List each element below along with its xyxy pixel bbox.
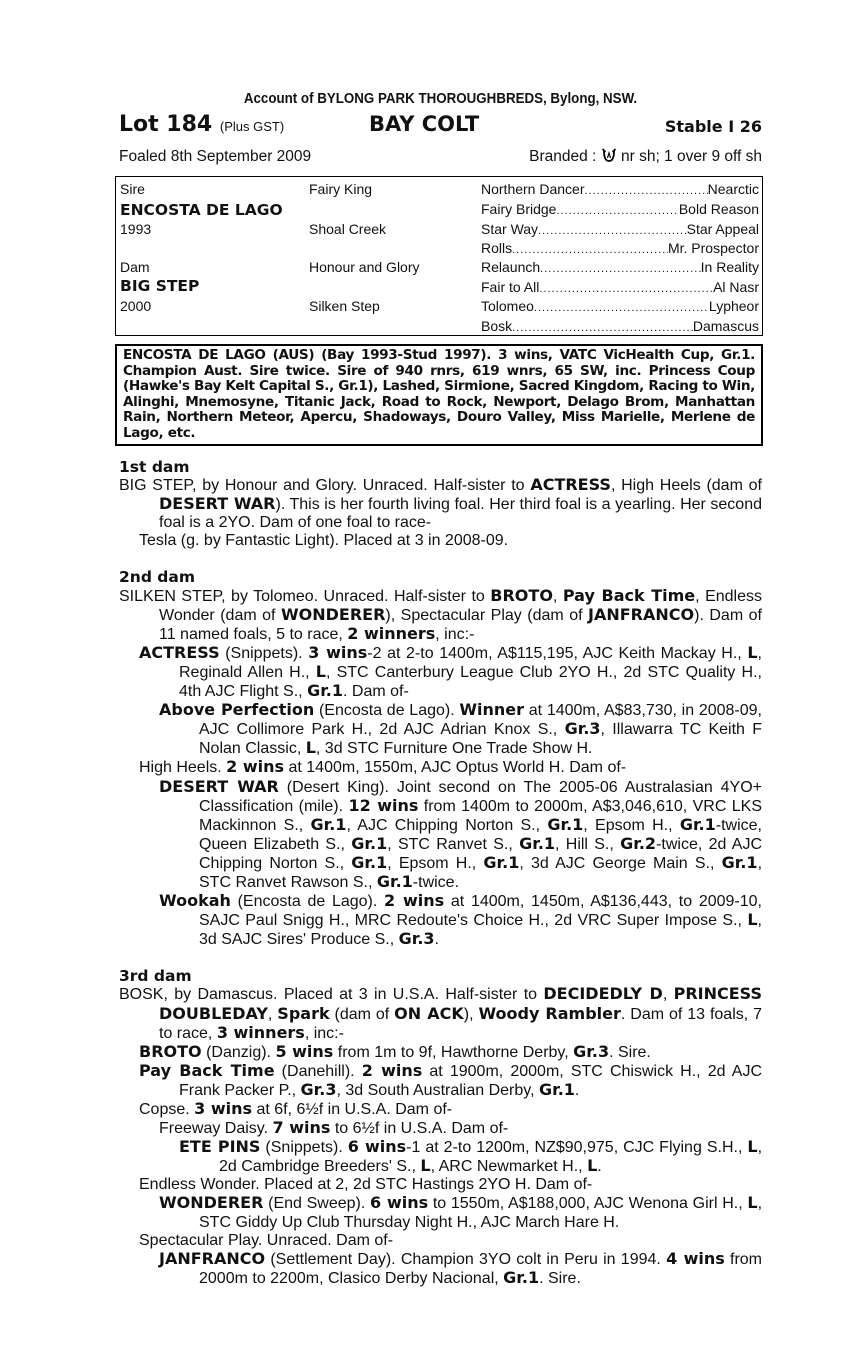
text-run: , [552,587,563,605]
lot-header [119,112,762,140]
text-run: at 1400m, 1550m, AJC Optus World H. Dam of- [284,759,627,777]
text-run: , Endless Wonder (dam of [159,587,763,624]
pedigree-table [115,176,763,336]
text-run: , Hill S., [555,835,621,853]
text-run: (Encosta de Lago). [314,702,460,720]
bold-run: Spark [277,1003,330,1023]
text-run: Copse. [139,1101,195,1118]
text-run: at 1900m, 2000m, STC Chiswick H., 2d AJC Frank Packer P., [179,1062,762,1099]
text-run: at 1400m, 1450m, A$136,443, to 2009-10, SAJC Paul Snigg H., MRC Redoute's Choice H., 2d VRC Super Impose S., [199,893,762,930]
text-run: Tesla (g. by Fantastic Light). Placed at 3 in 2008-09. [139,532,509,550]
text-run: SILKEN STEP, by Tolomeo. Unraced. Half-sister to [119,587,491,605]
bold-run: L [747,910,758,930]
bold-run: L [747,642,758,662]
bold-run: ACTRESS [530,475,611,495]
family-entry [119,476,762,532]
bold-run: Above Perfection [159,700,315,720]
ancestor-row [481,181,759,197]
lot-number [119,112,284,137]
family-entry [119,985,762,1042]
bold-run: L [747,1137,758,1157]
text-run: , STC Canterbury League Club 2YO H., 2d STC Quality H., 4th AJC Flight S., [179,663,763,701]
leader-dots [512,318,693,334]
text-run: Spectacular Play. Unraced. Dam of- [139,1231,394,1249]
dam-sire: Honour and Glory [309,259,420,275]
text-run: High Heels. [139,759,227,777]
stable-number: Stable I 26 [664,117,762,136]
gst-note: (Plus GST) [219,119,285,134]
family-entry [119,778,762,893]
text-run: -twice, 2d AJC Chipping Norton S., [199,835,762,872]
text-run: , 3d South Australian Derby, [336,1081,539,1099]
bold-run: ACTRESS [139,642,220,662]
text-run: , High Heels (dam of [610,477,762,495]
text-run: (Snippets). [219,644,309,662]
family-entry [119,892,762,949]
leader-dots [585,181,708,197]
text-run: , STC Giddy Up Club Thursday Night H., AJC March Hare H. [199,1195,763,1231]
bold-run: DESERT WAR [159,776,279,796]
text-run: -twice, Queen Elizabeth S., [199,816,762,853]
text-run: , 3d STC Furniture One Trade Show H. [315,740,593,758]
text-run: , STC Ranvet S., [387,835,520,853]
sire-name: ENCOSTA DE LAGO [120,201,283,219]
text-run: from 1m to 9f, Hawthorne Derby, [333,1043,574,1061]
text-run: at 1400m, A$83,730, in 2008-09, AJC Collimore Park H., 2d AJC Adrian Knox S., [199,702,762,739]
bold-run: 4 wins [666,1248,725,1268]
ancestor-sire: Damascus [692,318,759,334]
brand-info [529,146,762,166]
bold-run: BROTO [490,585,553,605]
ancestor-row [481,240,759,256]
bold-run: Gr.1 [679,814,716,834]
ancestor-row [481,318,759,334]
lot-label: Lot 184 [119,112,213,137]
bold-run: 2 wins [361,1060,423,1080]
bold-run: 7 wins [272,1118,331,1138]
bold-run: Pay Back Time [562,585,696,605]
text-run: , Reginald Allen H., [179,644,762,681]
bold-run: JANFRANCO [588,604,695,624]
family-entry [119,1232,762,1250]
text-run: to 6½f in U.S.A. Dam of- [330,1120,509,1138]
text-run: (Encosta de Lago). [230,893,385,911]
section-gap [119,550,762,568]
bold-run: L [420,1156,431,1176]
dam-name: BIG STEP [120,277,200,295]
brand-mark-icon [601,146,617,162]
sire-label: Sire [120,181,145,197]
text-run: . [597,1158,602,1176]
bold-run: Gr.1 [307,681,344,701]
ancestor-row [481,201,759,217]
family-entry [119,1119,762,1138]
text-run: , 3d SAJC Sires' Produce S., [199,912,762,949]
ancestor-horse: Tolomeo [481,298,534,314]
sire-stud-notes: ENCOSTA DE LAGO (AUS) (Bay 1993-Stud 1997). 3 wins, VATC VicHealth Cup, Gr.1. Champion Aust. Sire twice. Sire of 940 rnrs, 619 wnrs, 65 SW, inc. Princess Coup (Hawke's Bay Kelt Capital S., Gr.1), Lashed, Sirmione, Sacred Kingdom, Racing to Win, Alinghi, Mnemosyne, Titanic Jack, Road to Rock, Newport, Delago Brom, Manhattan Rain, Northern Meteor, Apercu, Shadoways, Douro Valley, Miss Marielle, Merlene de Lago, etc. [115,344,763,446]
text-run: ), Spectacular Play (dam of [385,606,589,624]
family-entry [119,1250,762,1288]
ancestor-row [481,279,759,295]
bold-run: Gr.1 [721,852,758,872]
ancestor-row [481,221,759,237]
bold-run: Gr.3 [398,929,435,949]
bold-run: L [305,738,316,758]
family-entry [119,1043,762,1062]
bold-run: ETE PINS [179,1137,261,1157]
text-run: . Dam of 13 foals, 7 to race, [159,1005,763,1042]
family-entry [119,587,762,644]
leader-dots [534,298,709,314]
bold-run: Gr.1 [351,852,388,872]
family-entry [119,1138,762,1176]
ancestor-horse: Star Way [481,221,539,237]
text-run: BOSK, by Damascus. Placed at 3 in U.S.A. Half-sister to [119,986,544,1004]
text-run: to 1550m, A$188,000, AJC Wenona Girl H., [428,1195,748,1213]
bold-run: Gr.2 [620,833,657,853]
text-run: , Illawarra TC Keith F Nolan Classic, [199,721,763,758]
bold-run: DESERT WAR [159,494,276,514]
text-run: (Danehill). [274,1062,362,1080]
ancestor-horse: Northern Dancer [481,181,585,197]
bold-run: PRINCESS DOUBLEDAY [159,984,762,1023]
text-run: -twice. [412,873,460,891]
text-run: from 2000m to 2200m, Clasico Derby Nacional, [199,1250,763,1287]
text-run: (Settlement Day). Champion 3YO colt in Peru in 1994. [265,1250,667,1268]
sire-dam: Shoal Creek [309,221,387,237]
bold-run: Gr.1 [376,871,413,891]
family-entry [119,644,762,701]
text-run: , 2d Cambridge Breeders' S., [219,1139,763,1176]
ancestor-sire: Nearctic [707,181,759,197]
bold-run: 3 winners [216,1022,305,1042]
text-run: -1 at 2-to 1200m, NZ$90,975, CJC Flying S.H., [406,1139,748,1157]
ancestor-horse: Fairy Bridge [481,201,557,217]
bold-run: Gr.3 [573,1041,610,1061]
dam-year: 2000 [120,298,152,314]
bold-run: Winner [459,700,525,720]
bold-run: L [587,1156,598,1176]
ancestor-sire: Al Nasr [713,279,759,295]
ancestor-sire: Star Appeal [686,221,759,237]
section-gap [119,949,762,967]
text-run: ). This is her fourth living foal. Her third foal is a yearling. Her second foal is a 2YO. Dam of one foal to race- [159,496,763,532]
leader-dots [538,221,687,237]
bold-run: 3 wins [308,642,368,662]
text-run: Freeway Daisy. [159,1120,273,1138]
bold-run: 2 wins [384,891,445,911]
text-run: (End Sweep). [263,1195,370,1213]
text-run: , [267,1005,278,1023]
ancestor-horse: Bosk [481,318,513,334]
dam-heading: 1st dam [119,458,190,476]
text-run: at 6f, 6½f in U.S.A. Dam of- [252,1101,453,1118]
text-run: ), [463,1005,479,1023]
bold-run: Gr.3 [564,719,601,739]
bold-run: 6 wins [347,1137,407,1157]
dam-heading: 3rd dam [119,967,192,986]
text-run: , Epsom H., [583,816,680,834]
bold-run: WONDERER [159,1193,264,1213]
branded-label: Branded : [529,148,597,165]
family-entry [119,758,762,777]
dam-label: Dam [120,259,150,275]
bold-run: 5 wins [275,1041,334,1061]
bold-run: BROTO [139,1041,202,1061]
bold-run: L [747,1193,758,1213]
family-entry [119,701,762,758]
ancestor-horse: Rolls [481,240,513,256]
leader-dots [539,279,713,295]
text-run: , [662,986,674,1004]
text-run: , Epsom H., [387,854,484,872]
ancestor-sire: In Reality [700,259,759,275]
text-run: , 3d AJC George Main S., [519,854,722,872]
text-run: . Dam of- [343,683,409,701]
text-run: . Sire. [609,1043,651,1061]
dam-dam: Silken Step [309,298,380,314]
bold-run: Gr.1 [483,852,520,872]
text-run: . Sire. [539,1269,581,1287]
bold-run: 6 wins [370,1193,429,1213]
family-entry [119,1062,762,1100]
text-run: . [574,1081,580,1099]
bold-run: DECIDEDLY D [543,984,663,1004]
bold-run: 12 wins [348,795,419,815]
bold-run: 2 wins [226,757,285,777]
text-run: , AJC Chipping Norton S., [346,816,548,834]
bold-run: Wookah [159,891,231,911]
leader-dots [512,240,668,256]
bold-run: ON ACK [394,1003,464,1023]
ancestor-row [481,298,759,314]
bold-run: Pay Back Time [139,1060,275,1080]
leader-dots [540,259,700,275]
text-run: from 1400m to 2000m, A$3,046,610, VRC LKS Mackinnon S., [199,797,762,834]
bold-run: Gr.3 [300,1079,337,1099]
text-run: -2 at 2-to 1400m, A$115,195, AJC Keith Mackay H., [367,644,748,662]
ancestor-sire: Lypheor [708,298,759,314]
text-run: Endless Wonder. Placed at 2, 2d STC Hastings 2YO H. Dam of- [139,1176,593,1194]
text-run: , ARC Newmarket H., [430,1158,588,1176]
branded-detail: nr sh; 1 over 9 off sh [620,148,762,165]
dam-heading: 2nd dam [119,568,196,587]
ancestor-horse: Relaunch [481,259,541,275]
leader-dots [556,201,678,217]
ancestor-sire: Bold Reason [678,201,759,217]
ancestor-row [481,259,759,275]
vendor-account: Account of BYLONG PARK THOROUGHBREDS, Bylong, NSW. [243,91,638,107]
ancestor-horse: Fair to All [481,279,540,295]
bold-run: 3 wins [194,1099,253,1118]
family-record [119,458,762,1288]
bold-run: 2 winners [347,623,436,643]
bold-run: Gr.1 [547,814,584,834]
text-run: BIG STEP, by Honour and Glory. Unraced. Half-sister to [119,477,531,495]
text-run: , inc:- [435,625,475,643]
bold-run: Gr.1 [519,833,556,853]
family-entry [119,1176,762,1194]
bold-run: Woody Rambler [478,1003,621,1023]
bold-run: L [315,661,326,681]
family-entry [119,1100,762,1119]
family-entry [119,532,762,550]
text-run: ). Dam of 11 named foals, 5 to race, [159,606,762,643]
bold-run: JANFRANCO [159,1248,266,1268]
sire-sire: Fairy King [309,181,373,197]
ancestor-sire: Mr. Prospector [667,240,759,256]
bold-run: Gr.1 [310,814,347,834]
text-run: , STC Ranvet Rawson S., [199,854,763,891]
text-run: (Desert King). Joint second on The 2005-06 Australasian 4YO+ Classification (mile). [199,778,763,815]
horse-description: BAY COLT [369,112,480,136]
text-run: (Snippets). [260,1139,348,1157]
bold-run: Gr.1 [351,833,388,853]
bold-run: Gr.1 [538,1079,575,1099]
foaled-date: Foaled 8th September 2009 [119,148,312,165]
bold-run: Gr.1 [503,1267,540,1287]
bold-run: WONDERER [280,604,386,624]
text-run: . [434,931,439,949]
family-entry [119,1194,762,1231]
text-run: (dam of [329,1005,395,1023]
sire-year: 1993 [120,221,152,237]
text-run: , inc:- [304,1024,344,1042]
text-run: (Danzig). [201,1043,276,1061]
